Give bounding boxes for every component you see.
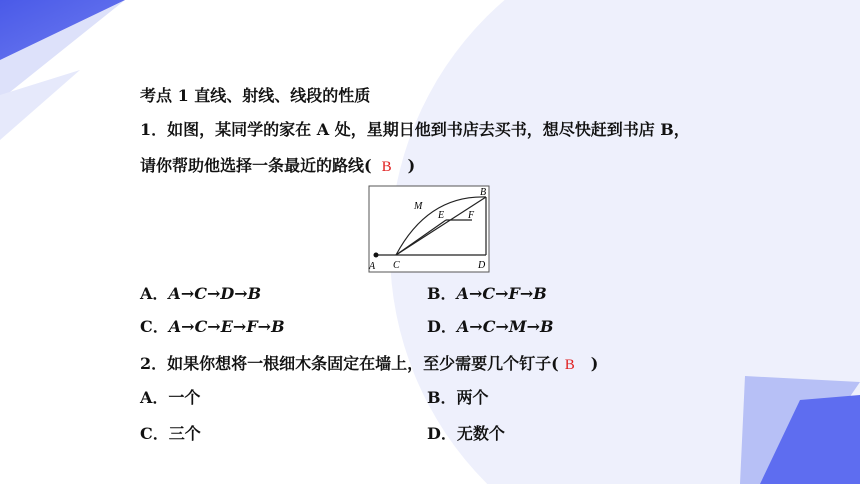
route-figure [368,185,490,273]
label-A: A [369,261,376,272]
label-F: F [468,210,475,221]
option-label: A． [140,284,169,303]
option-text: 三个 [168,424,201,443]
label-M: M [414,201,423,212]
label-E: E [438,210,445,221]
q1-answer: B [381,159,392,175]
point-A [374,253,379,258]
option-path: A→C→D→B [168,284,262,303]
label-B: B [480,187,487,198]
option-path: A→C→M→B [456,317,554,336]
q1-option-a[interactable] [140,284,261,304]
option-path: A→C→F→B [456,284,547,303]
label-D: D [478,260,486,271]
q2-option-d[interactable] [427,424,505,444]
option-label: D． [427,424,457,443]
q1-option-b[interactable] [427,284,547,304]
option-label: B． [427,388,457,407]
q2-line [140,354,598,375]
option-text: 两个 [456,388,489,407]
option-label: B． [427,284,457,303]
q1-option-d[interactable] [427,317,554,337]
q2-answer: B [564,357,575,373]
section-heading: 考点 1 直线、射线、线段的性质 [140,86,371,105]
q1-line1: 1．如图，某同学的家在 A 处，星期日他到书店去买书，想尽快赶到书店 B， [140,120,690,139]
option-label: C． [140,424,169,443]
q2-suffix: ) [590,354,599,373]
figure-frame [369,186,489,272]
q2-option-a[interactable] [140,388,200,408]
option-label: C． [140,317,169,336]
q2-option-b[interactable] [427,388,489,408]
label-C: C [393,260,400,271]
option-label: A． [140,388,169,407]
option-label: D． [427,317,457,336]
q2-option-c[interactable] [140,424,201,444]
q1-line2-prefix: 请你帮助他选择一条最近的路线( [140,156,372,175]
option-text: 无数个 [456,424,505,443]
q1-option-c[interactable] [140,317,285,337]
option-path: A→C→E→F→B [168,317,285,336]
q1-line2-suffix: ) [407,156,416,175]
q2-prefix: 2．如果你想将一根细木条固定在墙上，至少需要几个钉子( [140,354,559,373]
option-text: 一个 [168,388,201,407]
decor-triangle-blue [0,0,125,60]
q1-line2 [140,156,415,177]
